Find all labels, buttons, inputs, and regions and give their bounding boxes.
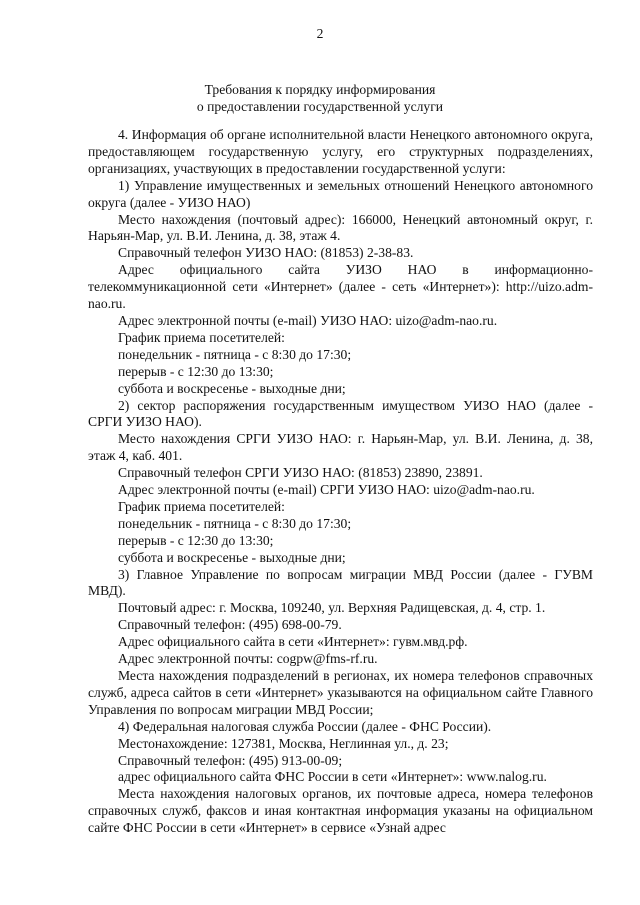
paragraph: Адрес электронной почты (e-mail) СРГИ УИЗО НАО: uizo@adm-nao.ru. (118, 482, 535, 498)
paragraph: понедельник - пятница - с 8:30 до 17:30; (118, 515, 352, 531)
paragraph: Адрес электронной почты (e-mail) УИЗО НАО: uizo@adm-nao.ru. (118, 312, 498, 328)
paragraph: Почтовый адрес: г. Москва, 109240, ул. Верхняя Радищевская, д. 4, стр. 1. (118, 600, 546, 616)
paragraph: Справочный телефон УИЗО НАО: (81853) 2-38-83. (118, 245, 414, 261)
paragraph: Справочный телефон СРГИ УИЗО НАО: (81853) 23890, 23891. (118, 465, 483, 481)
paragraph: перерыв - с 12:30 до 13:30; (118, 363, 274, 379)
paragraph: 1) Управление имущественных и земельных отношений Ненецкого автономного округа (далее - УИЗО НАО) (88, 177, 593, 210)
paragraph: Справочный телефон: (495) 913-00-09; (118, 752, 343, 768)
document-title (0, 82, 640, 116)
paragraph: 4) Федеральная налоговая служба России (далее - ФНС России). (118, 718, 492, 734)
paragraph: Место нахождения СРГИ УИЗО НАО: г. Нарьян-Мар, ул. В.И. Ленина, д. 38, этаж 4, каб. 401. (88, 431, 593, 464)
paragraph: Местонахождение: 127381, Москва, Неглинная ул., д. 23; (118, 735, 449, 751)
paragraph: Адрес официального сайта УИЗО НАО в информационно-телекоммуникационной сети «Интернет» (далее - сеть «Интернет»): http://uizo.adm-nao.ru. (88, 262, 593, 312)
paragraph: 2) сектор распоряжения государственным имуществом УИЗО НАО (далее - СРГИ УИЗО НАО). (88, 397, 593, 430)
paragraph: суббота и воскресенье - выходные дни; (118, 549, 346, 565)
paragraph: Справочный телефон: (495) 698-00-79. (118, 617, 342, 633)
paragraph: Места нахождения подразделений в регионах, их номера телефонов справочных служб, адреса сайтов в сети «Интернет» указываются на официальном сайте Главного Управления по вопросам миграции МВД России; (88, 668, 593, 717)
paragraph: 3) Главное Управление по вопросам миграции МВД России (далее - ГУВМ МВД). (88, 566, 593, 599)
title-line-1: Требования к порядку информирования (204, 82, 436, 97)
paragraph: 4. Информация об органе исполнительной власти Ненецкого автономного округа, предоставляющем государственную услугу, его структурных подразделениях, организациях, участвующих в предоставлении государственной услуги: (88, 127, 593, 176)
paragraph: Адрес электронной почты: cogpw@fms-rf.ru. (118, 651, 378, 667)
title-line-2: о предоставлении государственной услуги (196, 98, 444, 114)
paragraph: График приема посетителей: (118, 498, 285, 514)
paragraph: График приема посетителей: (118, 329, 285, 345)
paragraph: перерыв - с 12:30 до 13:30; (118, 532, 274, 548)
document-body (88, 127, 593, 837)
paragraph: Адрес официального сайта в сети «Интернет»: гувм.мвд.рф. (118, 634, 468, 650)
paragraph: Места нахождения налоговых органов, их почтовые адреса, номера телефонов справочных служб, факсов и иная контактная информация указаны на официальном сайте ФНС России в сети «Интернет» в сервисе «Узнай адрес (88, 786, 593, 836)
paragraph: понедельник - пятница - с 8:30 до 17:30; (118, 346, 352, 362)
paragraph: Место нахождения (почтовый адрес): 166000, Ненецкий автономный округ, г. Нарьян-Мар, ул. В.И. Ленина, д. 38, этаж 4. (88, 211, 593, 244)
paragraph: суббота и воскресенье - выходные дни; (118, 380, 346, 396)
page-number: 2 (316, 26, 324, 41)
paragraph: адрес официального сайта ФНС России в сети «Интернет»: www.nalog.ru. (118, 769, 547, 785)
